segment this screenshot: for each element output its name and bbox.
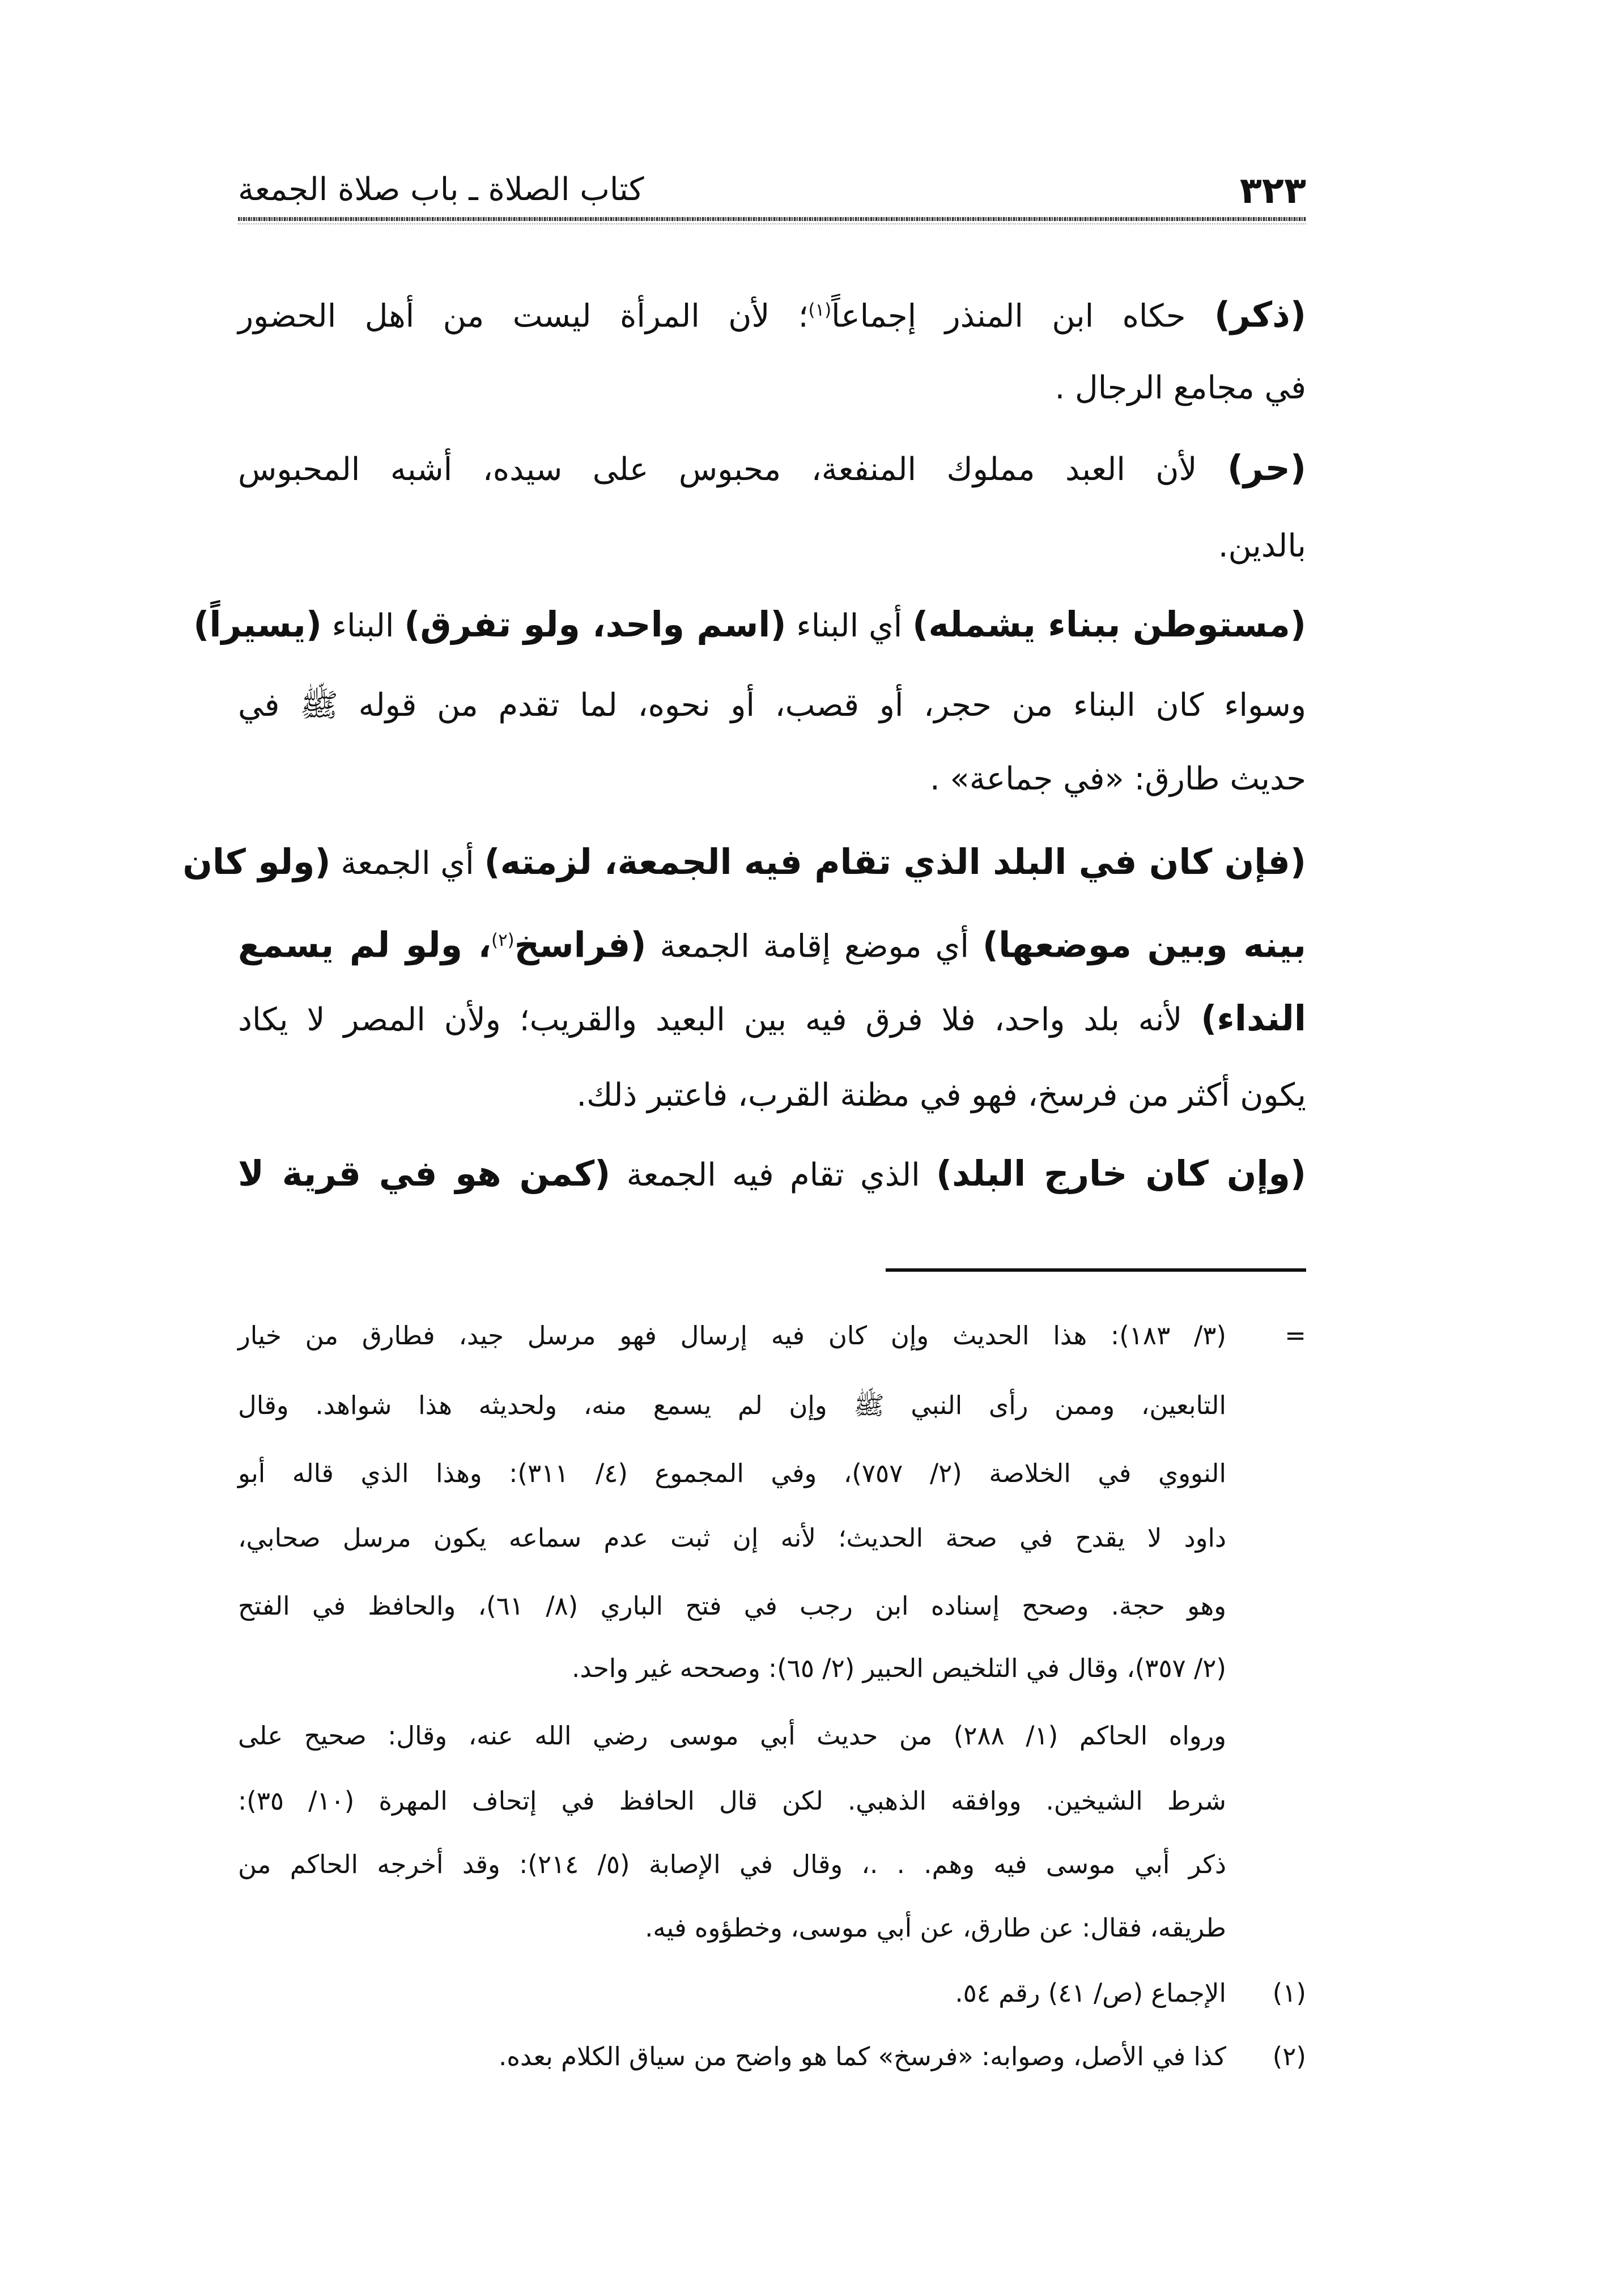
footnote-line: طريقه، فقال: عن طارق، عن أبي موسى، وخطؤوه فيه. [645, 1913, 1226, 1943]
footnote-line: ورواه الحاكم (١/ ٢٨٨) من حديث أبي موسى رضي الله عنه، وقال: صحيح على [238, 1721, 1227, 1751]
commentary-text: حكاه ابن المنذر إجماعاً [831, 298, 1214, 335]
commentary-text: بالدين. [1218, 528, 1306, 564]
main-text-line [238, 440, 1306, 496]
commentary-text: لأن العبد مملوك المنفعة، محبوس على سيده، أشبه المحبوس [238, 451, 1227, 488]
footnote-line: التابعين، وممن رأى النبي ﷺ وإن لم يسمع منه، ولحديثه هذا شواهد. وقال [238, 1390, 1226, 1420]
matn-text: ، ولو لم يسمع [238, 924, 492, 966]
commentary-text: يكون أكثر من فرسخ، فهو في مظنة القرب، فاعتبر ذلك. [576, 1077, 1306, 1114]
main-text-line [238, 751, 1306, 808]
matn-text: (ذكر) [1214, 294, 1307, 336]
commentary-text: ؛ لأن المرأة ليست من أهل الحضور [238, 298, 809, 335]
footnote-reference: (١) [808, 300, 832, 320]
page-number: ٣٢٣ [1239, 170, 1306, 212]
main-text-line [238, 677, 1306, 734]
main-text-line [193, 596, 1306, 653]
commentary-text: وسواء كان البناء من حجر، أو قصب، أو نحوه، لما تقدم من قوله ﷺ في [238, 687, 1306, 724]
footnote-reference: (٢) [491, 930, 515, 950]
header-rule [238, 217, 1306, 221]
matn-text: (وإن كان خارج البلد) [936, 1153, 1307, 1194]
running-title: كتاب الصلاة ـ باب صلاة الجمعة [238, 171, 644, 208]
matn-text: (فراسخ [514, 924, 647, 966]
footnote-line: الإجماع (ص/ ٤١) رقم ٥٤. [955, 1978, 1226, 2008]
footnote-line: ذكر أبي موسى فيه وهم. . .، وقال في الإصابة (٥/ ٢١٤): وقد أخرجه الحاكم من [238, 1849, 1227, 1879]
matn-text: (حر) [1227, 448, 1306, 489]
matn-text: (فإن كان في البلد الذي تقام فيه الجمعة، لزمته) [484, 842, 1306, 882]
commentary-text: أي الجمعة [330, 845, 484, 882]
commentary-text: لأنه بلد واحد، فلا فرق فيه بين البعيد والقريب؛ ولأن المصر لا يكاد [238, 1001, 1201, 1038]
footnote-marker: = [1285, 1320, 1306, 1351]
main-text-line [238, 1145, 1306, 1202]
main-text-line [238, 990, 1306, 1047]
footnote-line: (٣/ ١٨٣): هذا الحديث وإن كان فيه إرسال فهو مرسل جيد، فطارق من خيار [238, 1320, 1226, 1351]
matn-text: النداء) [1201, 998, 1306, 1039]
footnote-line: داود لا يقدح في صحة الحديث؛ لأنه إن ثبت عدم سماعه يكون مرسل صحابي، [238, 1523, 1226, 1553]
main-text-line [238, 912, 1306, 969]
matn-text: (اسم واحد، ولو تفرق) [404, 604, 787, 645]
footnote-line: (٢/ ٣٥٧)، وقال في التلخيص الحبير (٢/ ٦٥): وصححه غير واحد. [572, 1653, 1226, 1683]
commentary-text: في مجامع الرجال . [1055, 370, 1306, 406]
footnote-line: النووي في الخلاصة (٢/ ٧٥٧)، وفي المجموع (٤/ ٣١١): وهذا الذي قاله أبو [238, 1458, 1226, 1488]
main-text-line [238, 282, 1306, 338]
commentary-text: أي موضع إقامة الجمعة [646, 928, 983, 965]
footnote-line: كذا في الأصل، وصوابه: «فرسخ» كما هو واضح من سياق الكلام بعده. [499, 2041, 1226, 2071]
main-text-line [238, 1067, 1306, 1124]
footnote-line: شرط الشيخين. ووافقه الذهبي. لكن قال الحافظ في إتحاف المهرة (١٠/ ٣٥): [238, 1786, 1226, 1816]
main-text-line [182, 834, 1306, 890]
matn-text: بينه وبين موضعها) [982, 924, 1306, 966]
footnote-marker: (١) [1272, 1978, 1306, 2008]
commentary-text: البناء [321, 608, 405, 644]
footnote-line: وهو حجة. وصحح إسناده ابن رجب في فتح الباري (٨/ ٦١)، والحافظ في الفتح [238, 1591, 1226, 1621]
commentary-text: الذي تقام فيه الجمعة [610, 1157, 937, 1194]
main-text-line [238, 518, 1306, 575]
matn-text: (ولو كان [182, 842, 331, 882]
commentary-text: حديث طارق: «في جماعة» . [929, 761, 1306, 797]
header-rule-dotted [238, 223, 1306, 224]
footnote-marker: (٢) [1272, 2041, 1306, 2071]
commentary-text: أي البناء [786, 608, 913, 644]
matn-text: (كمن هو في قرية لا [238, 1153, 611, 1194]
footnote-separator [886, 1268, 1306, 1272]
matn-text: (يسيراً) [193, 604, 322, 645]
matn-text: (مستوطن ببناء يشمله) [912, 604, 1306, 645]
main-text-line [238, 360, 1306, 417]
